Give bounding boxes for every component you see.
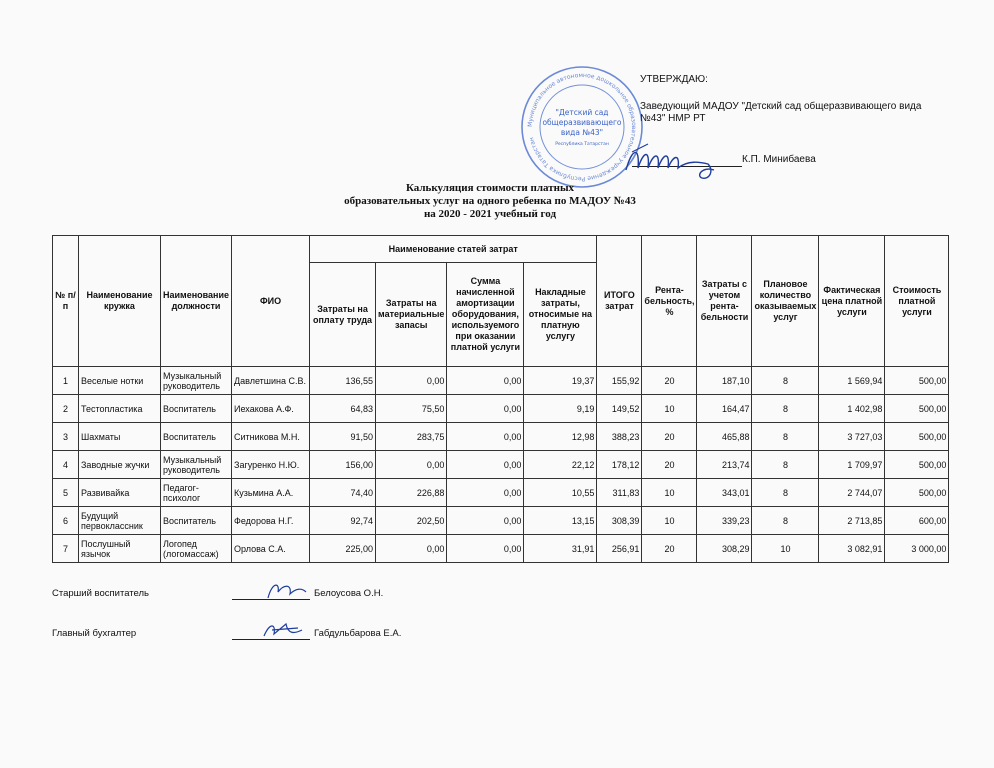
table-header-row <box>53 236 949 263</box>
cell-club: Развивайка <box>79 479 161 507</box>
cell-actual-price: 1 569,94 <box>819 367 885 395</box>
cell-planned: 8 <box>752 507 819 535</box>
cost-calculation-table <box>52 235 949 563</box>
cell-planned: 8 <box>752 367 819 395</box>
cell-position: Воспитатель <box>161 395 232 423</box>
cell-num: 6 <box>53 507 79 535</box>
cell-amortization: 0,00 <box>447 507 524 535</box>
cell-position: Воспитатель <box>161 423 232 451</box>
cell-club: Послушный язычок <box>79 535 161 563</box>
cell-fio: Орлова С.А. <box>232 535 310 563</box>
cell-price: 500,00 <box>885 479 949 507</box>
cell-labor: 225,00 <box>310 535 376 563</box>
accountant-role: Главный бухгалтер <box>52 628 137 639</box>
header-total: ИТОГО затрат <box>597 236 642 367</box>
cell-actual-price: 2 744,07 <box>819 479 885 507</box>
cell-amortization: 0,00 <box>447 395 524 423</box>
cell-fio: Ситникова М.Н. <box>232 423 310 451</box>
cell-materials: 75,50 <box>376 395 447 423</box>
table-row <box>53 479 949 507</box>
svg-text:вида №43": вида №43" <box>560 128 604 137</box>
cell-club: Будущий первоклассник <box>79 507 161 535</box>
cell-profit: 10 <box>642 479 697 507</box>
cell-labor: 74,40 <box>310 479 376 507</box>
cell-position: Музыкальный руководитель <box>161 367 232 395</box>
table-row <box>53 451 949 479</box>
cell-position: Логопед (логомассаж) <box>161 535 232 563</box>
header-overhead: Накладные затраты, относимые на платную услугу <box>524 263 597 367</box>
cell-fio: Иехакова А.Ф. <box>232 395 310 423</box>
svg-text:"Детский сад: "Детский сад <box>555 108 609 117</box>
cell-price: 500,00 <box>885 423 949 451</box>
cell-actual-price: 3 727,03 <box>819 423 885 451</box>
cell-num: 3 <box>53 423 79 451</box>
header-club: Наименование кружка <box>79 236 161 367</box>
table-row <box>53 423 949 451</box>
cell-total: 388,23 <box>597 423 642 451</box>
cell-club: Тестопластика <box>79 395 161 423</box>
cell-labor: 136,55 <box>310 367 376 395</box>
cell-num: 7 <box>53 535 79 563</box>
cell-materials: 0,00 <box>376 451 447 479</box>
svg-text:общеразвивающего: общеразвивающего <box>542 118 622 127</box>
cell-actual-price: 2 713,85 <box>819 507 885 535</box>
approval-signer: К.П. Минибаева <box>742 154 816 165</box>
table-row <box>53 507 949 535</box>
cell-labor: 91,50 <box>310 423 376 451</box>
header-num: № п/п <box>53 236 79 367</box>
senior-role: Старший воспитатель <box>52 588 149 599</box>
header-materials: Затраты на материальные запасы <box>376 263 447 367</box>
title-line-2: образовательных услуг на одного ребенка по МАДОУ №43 <box>344 195 636 207</box>
cell-amortization: 0,00 <box>447 423 524 451</box>
cell-fio: Кузьмина А.А. <box>232 479 310 507</box>
cell-position: Педагог-психолог <box>161 479 232 507</box>
document-title <box>330 182 650 221</box>
cell-total: 149,52 <box>597 395 642 423</box>
senior-teacher-signature <box>52 588 384 599</box>
cell-with-profit: 465,88 <box>697 423 752 451</box>
cell-club: Заводные жучки <box>79 451 161 479</box>
cell-num: 5 <box>53 479 79 507</box>
cell-overhead: 10,55 <box>524 479 597 507</box>
cell-total: 178,12 <box>597 451 642 479</box>
cell-amortization: 0,00 <box>447 367 524 395</box>
cell-fio: Давлетшина С.В. <box>232 367 310 395</box>
header-planned: Плановое количество оказываемых услуг <box>752 236 819 367</box>
header-actual-price: Фактическая цена платной услуги <box>819 236 885 367</box>
cell-position: Музыкальный руководитель <box>161 451 232 479</box>
title-line-1: Калькуляция стоимости платных <box>405 182 575 194</box>
cell-amortization: 0,00 <box>447 479 524 507</box>
cell-profit: 20 <box>642 367 697 395</box>
cell-club: Веселые нотки <box>79 367 161 395</box>
header-with-profit: Затраты с учетом рента-бельности <box>697 236 752 367</box>
senior-name: Белоусова О.Н. <box>314 588 384 599</box>
cell-planned: 10 <box>752 535 819 563</box>
cell-amortization: 0,00 <box>447 451 524 479</box>
cell-with-profit: 339,23 <box>697 507 752 535</box>
cell-labor: 64,83 <box>310 395 376 423</box>
cell-profit: 20 <box>642 535 697 563</box>
cell-price: 600,00 <box>885 507 949 535</box>
table-row <box>53 395 949 423</box>
cell-planned: 8 <box>752 479 819 507</box>
cell-labor: 92,74 <box>310 507 376 535</box>
header-price: Стоимость платной услуги <box>885 236 949 367</box>
cell-num: 4 <box>53 451 79 479</box>
accountant-scribble <box>258 618 308 644</box>
director-signature <box>618 140 738 188</box>
cell-price: 3 000,00 <box>885 535 949 563</box>
header-cost-items: Наименование статей затрат <box>310 236 597 263</box>
approval-position: Заведующий МАДОУ "Детский сад общеразвивающего вида №43" НМР РТ <box>640 101 922 124</box>
cell-planned: 8 <box>752 395 819 423</box>
cell-with-profit: 308,29 <box>697 535 752 563</box>
accountant-signature <box>52 628 402 639</box>
table-row <box>53 535 949 563</box>
cell-overhead: 31,91 <box>524 535 597 563</box>
cell-materials: 0,00 <box>376 535 447 563</box>
cell-actual-price: 1 709,97 <box>819 451 885 479</box>
svg-text:Республика Татарстан: Республика Татарстан <box>555 142 609 147</box>
cell-overhead: 22,12 <box>524 451 597 479</box>
cell-actual-price: 1 402,98 <box>819 395 885 423</box>
cell-overhead: 13,15 <box>524 507 597 535</box>
cell-with-profit: 187,10 <box>697 367 752 395</box>
cell-price: 500,00 <box>885 367 949 395</box>
title-line-3: на 2020 - 2021 учебный год <box>423 208 557 220</box>
cell-planned: 8 <box>752 423 819 451</box>
header-position: Наименование должности <box>161 236 232 367</box>
cell-with-profit: 164,47 <box>697 395 752 423</box>
accountant-name: Габдульбарова Е.А. <box>314 628 402 639</box>
cell-num: 2 <box>53 395 79 423</box>
svg-text:Муниципальное автономное дошко: Муниципальное автономное дошкольное образовательное учреждение Республика Татарстан <box>526 71 638 183</box>
approval-heading: УТВЕРЖДАЮ: <box>640 74 708 85</box>
senior-teacher-scribble <box>262 578 312 604</box>
cell-total: 311,83 <box>597 479 642 507</box>
cell-total: 308,39 <box>597 507 642 535</box>
cell-materials: 0,00 <box>376 367 447 395</box>
cell-profit: 10 <box>642 395 697 423</box>
table-row <box>53 367 949 395</box>
cell-total: 256,91 <box>597 535 642 563</box>
header-labor: Затраты на оплату труда <box>310 263 376 367</box>
cell-profit: 10 <box>642 507 697 535</box>
cell-labor: 156,00 <box>310 451 376 479</box>
cell-amortization: 0,00 <box>447 535 524 563</box>
cell-planned: 8 <box>752 451 819 479</box>
cell-overhead: 19,37 <box>524 367 597 395</box>
cell-profit: 20 <box>642 451 697 479</box>
cell-actual-price: 3 082,91 <box>819 535 885 563</box>
cell-with-profit: 343,01 <box>697 479 752 507</box>
cell-position: Воспитатель <box>161 507 232 535</box>
cell-materials: 226,88 <box>376 479 447 507</box>
cell-num: 1 <box>53 367 79 395</box>
cell-price: 500,00 <box>885 395 949 423</box>
header-amortization: Сумма начисленной амортизации оборудования, используемого при оказании платной услуги <box>447 263 524 367</box>
cell-materials: 202,50 <box>376 507 447 535</box>
cell-with-profit: 213,74 <box>697 451 752 479</box>
cell-materials: 283,75 <box>376 423 447 451</box>
header-fio: ФИО <box>232 236 310 367</box>
cell-overhead: 12,98 <box>524 423 597 451</box>
cell-profit: 20 <box>642 423 697 451</box>
cell-club: Шахматы <box>79 423 161 451</box>
cell-fio: Загуренко Н.Ю. <box>232 451 310 479</box>
cell-total: 155,92 <box>597 367 642 395</box>
header-profit: Рента-бельность, % <box>642 236 697 367</box>
cell-overhead: 9,19 <box>524 395 597 423</box>
cell-fio: Федорова Н.Г. <box>232 507 310 535</box>
cell-price: 500,00 <box>885 451 949 479</box>
